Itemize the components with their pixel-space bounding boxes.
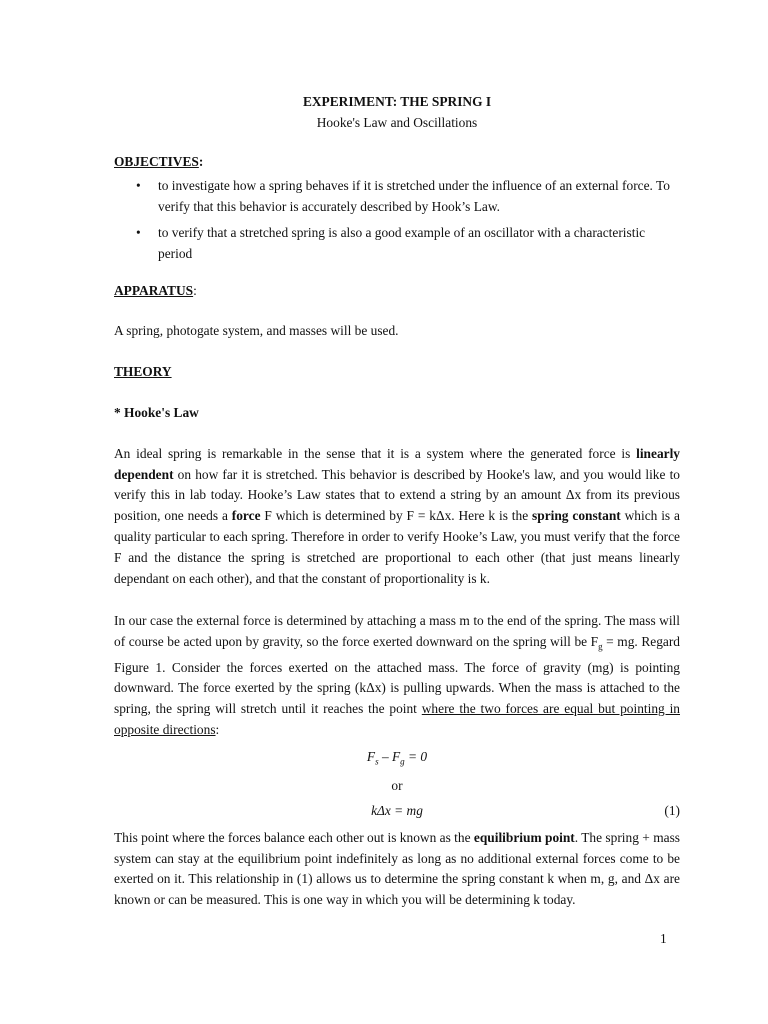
objective-item-text: to verify that a stretched spring is also a good example of an oscillator with a characteristic period (158, 224, 646, 261)
subscript: g (400, 756, 405, 767)
bold-term: equilibrium point (473, 829, 575, 845)
text-run: = mg. Regard Figure 1. Consider the forces exerted on the attached mass. The force of gravity (mg) is pointing downward. The force exerted by the spring (kΔx) is pulling upwards. When the mass is attached to the spring, the spring will stretch until it reaches the point (114, 634, 680, 717)
objective-item-text: to investigate how a spring behaves if it is stretched under the influence of an external force. To verify that this behavior is accurately described by Hook’s Law. (158, 178, 670, 215)
bold-term: linearly dependent (114, 445, 680, 482)
page-subtitle: Hooke's Law and Oscillations (316, 114, 478, 130)
text-run: on how far it is stretched. This behavior is described by Hooke's law, and you would like to verify this in lab today. Hooke’s Law states that to extend a string by an amount Δx from its previous position, one needs a (114, 466, 680, 524)
equation-number: (1) (664, 803, 680, 819)
objectives-heading-text: OBJECTIVES (114, 153, 199, 169)
equation-text: kΔx = mg (371, 803, 423, 819)
theory-heading: THEORY (114, 364, 172, 380)
equation-force-balance (114, 747, 680, 772)
text-run: which is a quality particular to each spring. Therefore in order to verify Hooke’s Law, you must verify that the force F and the distance the spring is stretched are proportional to each other (that just means linearly dependant on each other), and that the constant of proportionality is k. (114, 508, 680, 586)
objectives-heading (114, 152, 680, 173)
objective-item (114, 176, 680, 218)
external-force-paragraph (114, 611, 680, 740)
equation-1 (114, 801, 680, 822)
eq-symbol: – F (378, 748, 401, 764)
text-run: This point where the forces balance each other out is known as the (114, 829, 474, 845)
subscript: s (375, 756, 379, 767)
apparatus-heading (114, 281, 680, 302)
text-run: . The spring + mass system can stay at the equilibrium point indefinitely as long as no additional external forces come to be exerted on it. This relationship in (1) allows us to determine the spring constant k when m, g, and Δx are known or can be measured. This is one way in which you will be determining k today. (114, 829, 680, 908)
page-content (114, 92, 680, 911)
underlined-text: where the two forces are equal but pointing in opposite directions (114, 701, 680, 737)
equilibrium-paragraph (114, 828, 680, 911)
text-run: : (215, 722, 220, 737)
objective-item (114, 223, 680, 265)
text-run: An ideal spring is remarkable in the sense that it is a system where the generated force is (114, 445, 637, 461)
apparatus-heading-text: APPARATUS (114, 282, 194, 298)
eq-symbol: F (366, 748, 376, 764)
objectives-heading-colon: : (198, 153, 204, 169)
apparatus-heading-colon: : (193, 282, 197, 298)
equation-or: or (391, 778, 403, 794)
eq-symbol: = 0 (404, 748, 428, 764)
text-run: F which is determined by F = kΔx. Here k is the (260, 508, 533, 524)
hookes-law-subheading: * Hooke's Law (114, 404, 199, 420)
bullet-icon: • (136, 224, 141, 240)
bullet-icon: • (136, 178, 141, 194)
apparatus-text: A spring, photogate system, and masses will be used. (114, 323, 399, 339)
bold-term: spring constant (532, 508, 621, 524)
subscript: g (598, 641, 603, 652)
objectives-list (114, 176, 680, 264)
page-number: 1 (660, 931, 667, 946)
page-title: EXPERIMENT: THE SPRING I (302, 94, 492, 109)
text-run: In our case the external force is determined by attaching a mass m to the end of the spring. The mass will of course be acted upon by gravity, so the force exerted downward on the spring will be F (114, 613, 680, 650)
hookes-law-paragraph (114, 444, 680, 590)
bold-term: force (231, 508, 261, 524)
